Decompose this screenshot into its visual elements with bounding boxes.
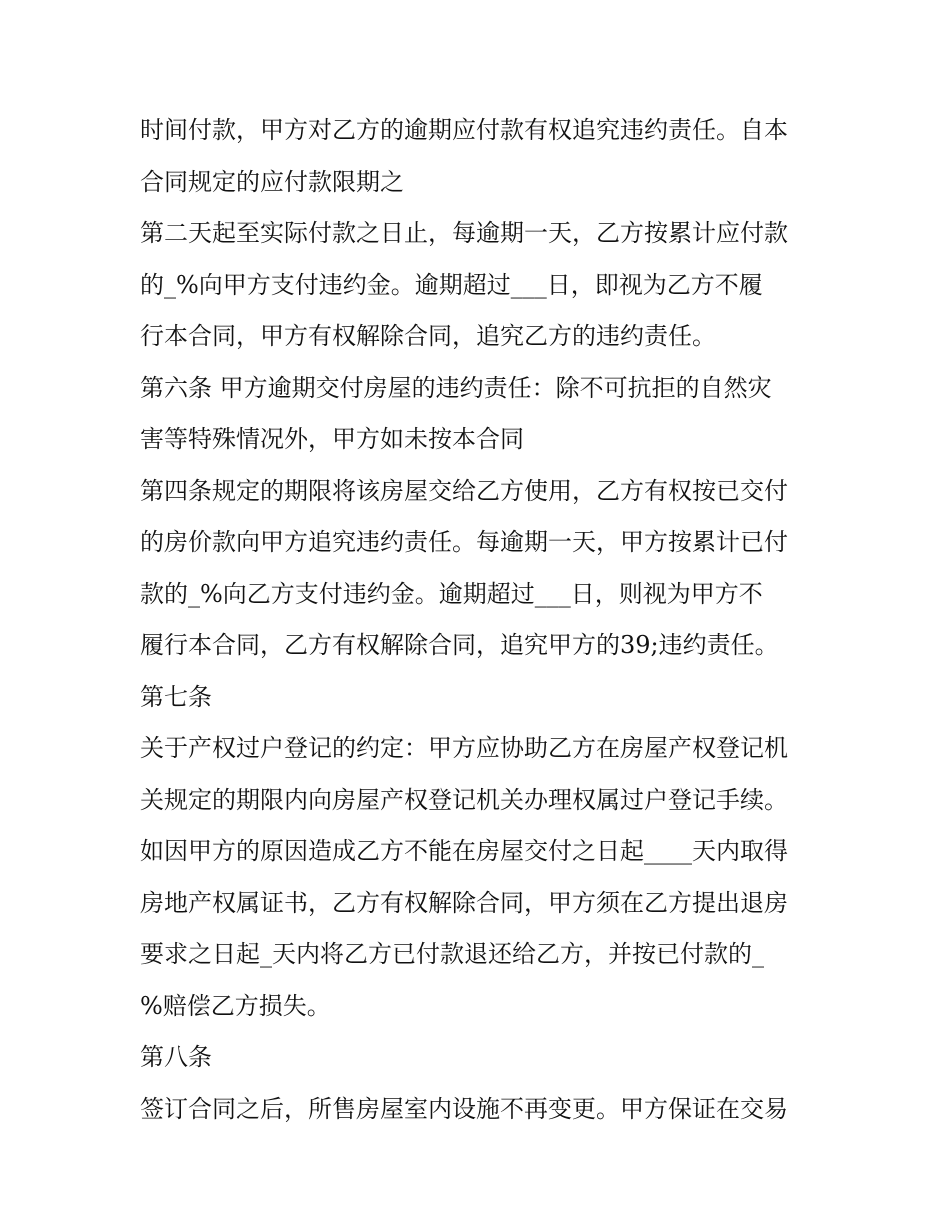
text-line: 行本合同，甲方有权解除合同，追究乙方的违约责任。 [140, 322, 716, 350]
text-line: 合同规定的应付款限期之 [140, 167, 404, 196]
text-line: 房地产权属证书，乙方有权解除合同，甲方须在乙方提出退房 [140, 888, 788, 917]
text-line: 的_%向甲方支付违约金。逾期超过___日，即视为乙方不履 [140, 270, 763, 299]
article-8-heading: 第八条 [140, 1043, 212, 1071]
document-page [140, 105, 820, 1135]
article-7-heading: 第七条 [140, 682, 212, 711]
article-6-line: 第六条 甲方逾期交付房屋的违约责任：除不可抗拒的自然灾 [140, 373, 772, 402]
text-line: 履行本合同，乙方有权解除合同，追究甲方的39;违约责任。 [140, 631, 779, 659]
text-line: 时间付款，甲方对乙方的逾期应付款有权追究违约责任。自本 [140, 116, 788, 144]
text-line: 关规定的期限内向房屋产权登记机关办理权属过户登记手续。 [140, 785, 788, 814]
text-line: 款的_%向乙方支付违约金。逾期超过___日，则视为甲方不 [140, 579, 763, 608]
text-line: 害等特殊情况外，甲方如未按本合同 [140, 425, 524, 453]
text-line: 的房价款向甲方追究违约责任。每逾期一天，甲方按累计已付 [140, 528, 788, 556]
text-line: 要求之日起_天内将乙方已付款退还给乙方，并按已付款的_ [140, 940, 764, 968]
text-line: %赔偿乙方损失。 [140, 991, 331, 1020]
text-line: 关于产权过户登记的约定：甲方应协助乙方在房屋产权登记机 [140, 734, 788, 762]
text-line: 第二天起至实际付款之日止，每逾期一天，乙方按累计应付款 [140, 219, 788, 247]
text-line: 如因甲方的原因造成乙方不能在房屋交付之日起____天内取得 [140, 837, 788, 865]
text-line: 第四条规定的期限将该房屋交给乙方使用，乙方有权按已交付 [140, 476, 788, 505]
text-line: 签订合同之后，所售房屋室内设施不再变更。甲方保证在交易 [140, 1094, 788, 1123]
